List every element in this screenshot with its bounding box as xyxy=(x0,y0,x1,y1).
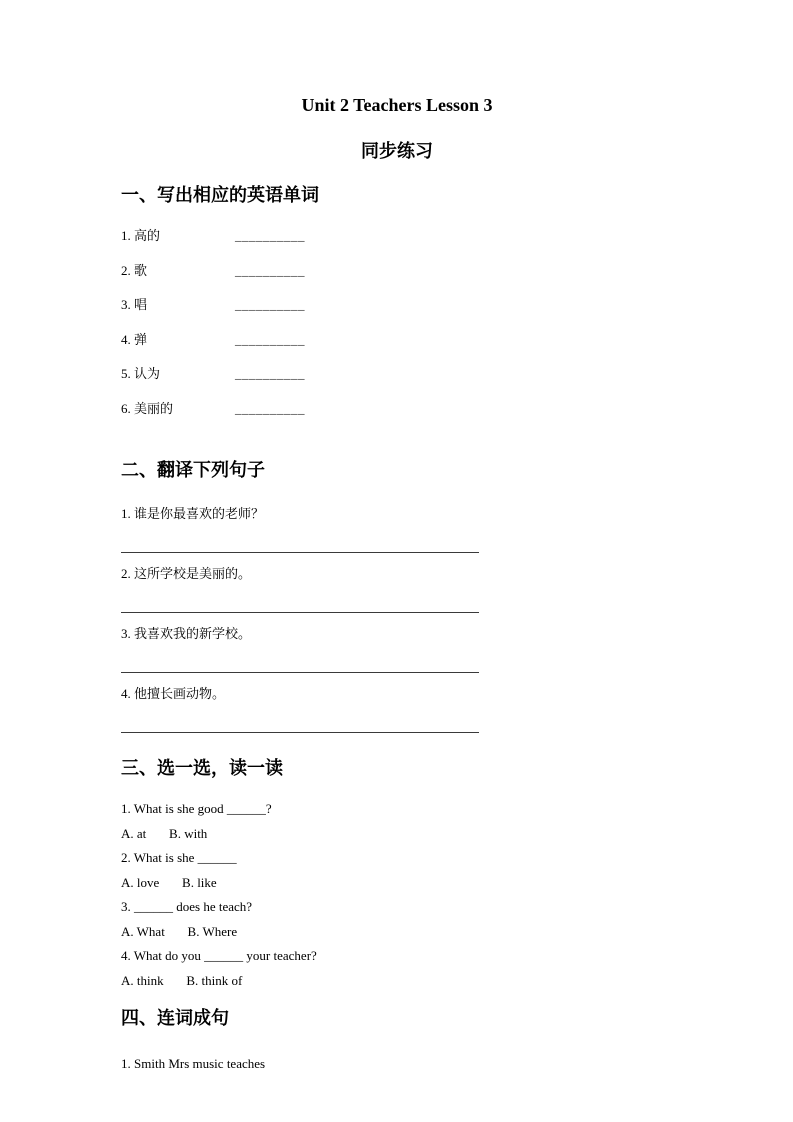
section1-heading: 一、写出相应的英语单词 xyxy=(121,185,319,205)
vocab-item xyxy=(121,263,673,298)
vocab-list xyxy=(121,228,673,435)
translate-sentence: 2. 这所学校是美丽的。 xyxy=(121,566,252,581)
choice-options: A. at B. with xyxy=(121,825,208,841)
vocab-word: 1. 高的 xyxy=(121,228,161,243)
vocab-word: 6. 美丽的 xyxy=(121,400,174,416)
vocab-answer-blank: __________ xyxy=(235,262,305,278)
translate-sentence: 1. 谁是你最喜欢的老师？ xyxy=(121,506,265,521)
translate-sentence: 3. 我喜欢我的新学校。 xyxy=(121,626,252,641)
choice-options: A. think B. think of xyxy=(121,972,243,988)
arrange-list xyxy=(121,1055,673,1072)
choice-question: 4. What do you ______ your teacher? xyxy=(121,948,317,963)
answer-writing-line xyxy=(121,732,479,733)
answer-writing-line xyxy=(121,672,479,673)
translate-sentence: 4. 他擅长画动物。 xyxy=(121,686,226,701)
vocab-word: 2. 歌 xyxy=(121,262,148,278)
vocab-item xyxy=(121,297,673,332)
choice-list xyxy=(121,797,673,993)
vocab-answer-blank: __________ xyxy=(235,331,305,347)
vocab-item xyxy=(121,228,673,263)
choice-question: 1. What is she good ______? xyxy=(121,801,272,816)
vocab-answer-blank: __________ xyxy=(235,228,305,243)
vocab-item xyxy=(121,332,673,367)
vocab-item xyxy=(121,366,673,401)
vocab-word: 4. 弹 xyxy=(121,331,148,347)
arrange-words: 1. Smith Mrs music teaches xyxy=(121,1056,266,1071)
doc-subtitle: 同步练习 xyxy=(361,141,433,161)
vocab-answer-blank: __________ xyxy=(235,400,305,416)
vocab-item xyxy=(121,401,673,436)
section2-heading: 二、翻译下列句子 xyxy=(121,460,265,480)
doc-title: Unit 2 Teachers Lesson 3 xyxy=(301,95,493,115)
vocab-word: 3. 唱 xyxy=(121,297,148,312)
choice-options: A. love B. like xyxy=(121,874,217,890)
section4-heading: 四、连词成句 xyxy=(121,1008,229,1028)
choice-options: A. What B. Where xyxy=(121,923,238,939)
answer-writing-line xyxy=(121,612,479,613)
translate-list xyxy=(121,505,673,733)
vocab-word: 5. 认为 xyxy=(121,366,161,381)
vocab-answer-blank: __________ xyxy=(235,297,305,312)
choice-question: 3. ______ does he teach? xyxy=(121,899,253,914)
choice-question: 2. What is she ______ xyxy=(121,850,237,865)
vocab-answer-blank: __________ xyxy=(235,366,305,381)
answer-writing-line xyxy=(121,552,479,553)
section3-heading: 三、选一选，读一读 xyxy=(121,758,283,778)
